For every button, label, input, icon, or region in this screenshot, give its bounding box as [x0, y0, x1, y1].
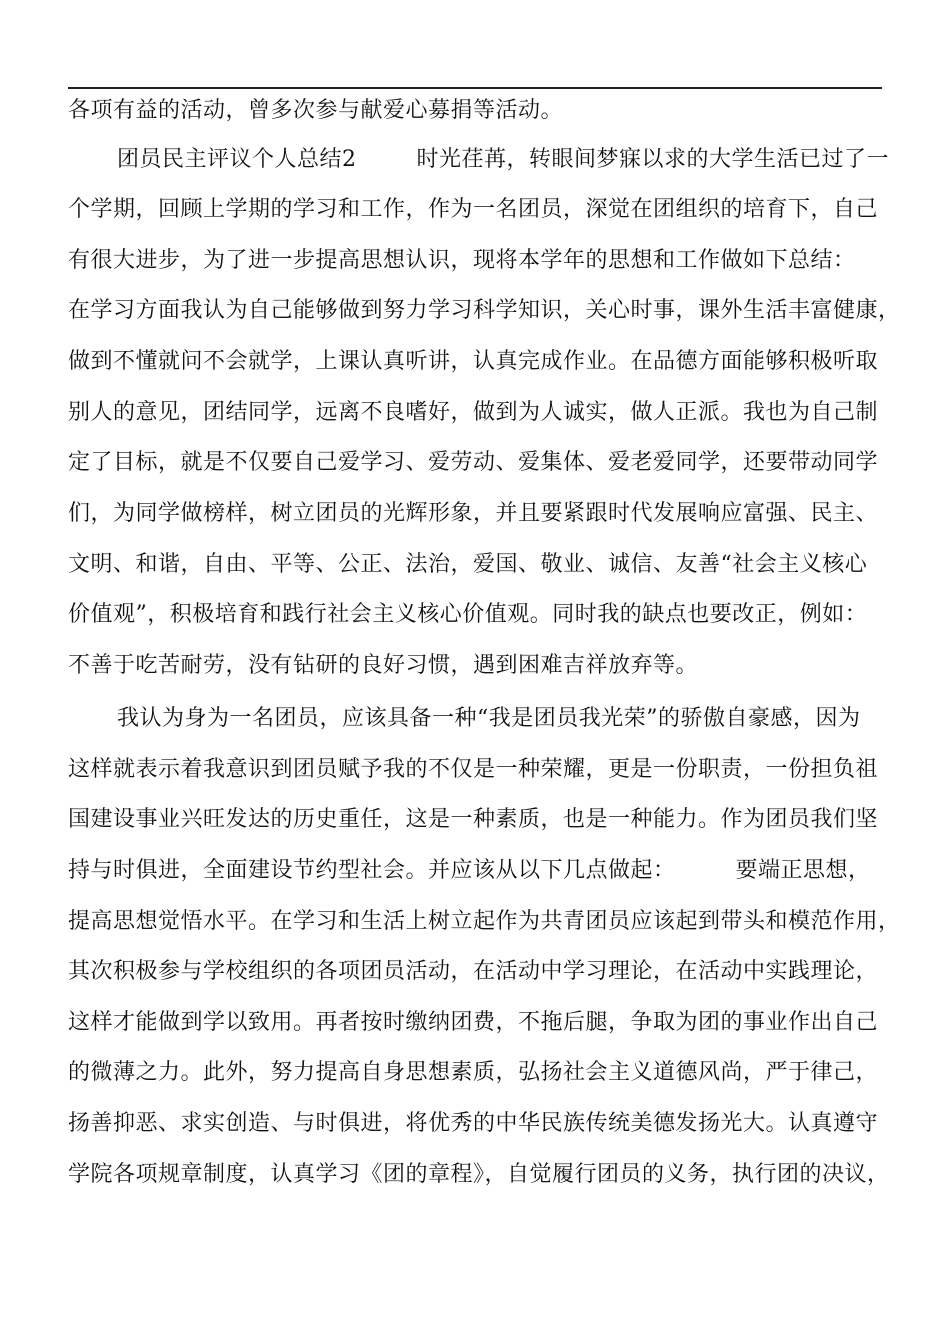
text-line-4: 有很大进步，为了进一步提高思想认识，现将本学年的思想和工作做如下总结：	[68, 248, 856, 273]
text-line-14: 这样就表示着我意识到团员赋予我的不仅是一种荣耀，更是一份职责，一份担负祖	[68, 757, 879, 782]
text-line-17: 提高思想觉悟水平。在学习和生活上树立起作为共青团员应该起到带头和模范作用，	[68, 909, 901, 934]
text-line-9: 们，为同学做榜样，树立团员的光辉形象，并且要紧跟时代发展响应富强、民主、	[68, 501, 879, 526]
text-line-13: 我认为身为一名团员，应该具备一种“我是团员我光荣”的骄傲自豪感，因为	[117, 706, 861, 731]
text-line-10: 文明、和谐，自由、平等、公正、法治，爱国、敬业、诚信、友善“社会主义核心	[68, 552, 868, 577]
text-line-19: 这样才能做到学以致用。再者按时缴纳团费，不拖后腿，争取为团的事业作出自己	[68, 1010, 879, 1035]
text-line-6: 做到不懂就问不会就学，上课认真听讲，认真完成作业。在品德方面能够积极听取	[68, 349, 879, 374]
text-line-15: 国建设事业兴旺发达的历史重任，这是一种素质，也是一种能力。作为团员我们坚	[68, 807, 879, 832]
text-line-7: 别人的意见，团结同学，远离不良嗜好，做到为人诚实，做人正派。我也为自己制	[68, 400, 879, 425]
text-line-16: 持与时俱进，全面建设节约型社会。并应该从以下几点做起： 要端正思想，	[68, 858, 871, 883]
text-line-8: 定了目标，就是不仅要自己爱学习、爱劳动、爱集体、爱老爱同学，还要带动同学	[68, 450, 879, 475]
text-line-12: 不善于吃苦耐劳，没有钻研的良好习惯，遇到困难吉祥放弃等。	[68, 653, 699, 678]
text-line-18: 其次积极参与学校组织的各项团员活动，在活动中学习理论，在活动中实践理论，	[68, 959, 879, 984]
text-line-1: 各项有益的活动，曾多次参与献爱心募捐等活动。	[68, 98, 564, 123]
text-line-2: 团员民主评议个人总结2 时光荏苒，转眼间梦寐以求的大学生活已过了一	[117, 147, 889, 172]
text-line-3: 个学期，回顾上学期的学习和工作，作为一名团员，深觉在团组织的培育下，自己	[68, 197, 879, 222]
text-line-22: 学院各项规章制度，认真学习《团的章程》，自觉履行团员的义务，执行团的决议，	[68, 1162, 890, 1187]
header-rule	[68, 87, 882, 89]
text-line-21: 扬善抑恶、求实创造、与时俱进，将优秀的中华民族传统美德发扬光大。认真遵守	[68, 1111, 879, 1136]
text-line-20: 的微薄之力。此外，努力提高自身思想素质，弘扬社会主义道德风尚，严于律己，	[68, 1060, 879, 1085]
text-line-5: 在学习方面我认为自己能够做到努力学习科学知识，关心时事，课外生活丰富健康，	[68, 298, 901, 323]
text-line-11: 价值观”，积极培育和践行社会主义核心价值观。同时我的缺点也要改正，例如：	[68, 602, 868, 627]
